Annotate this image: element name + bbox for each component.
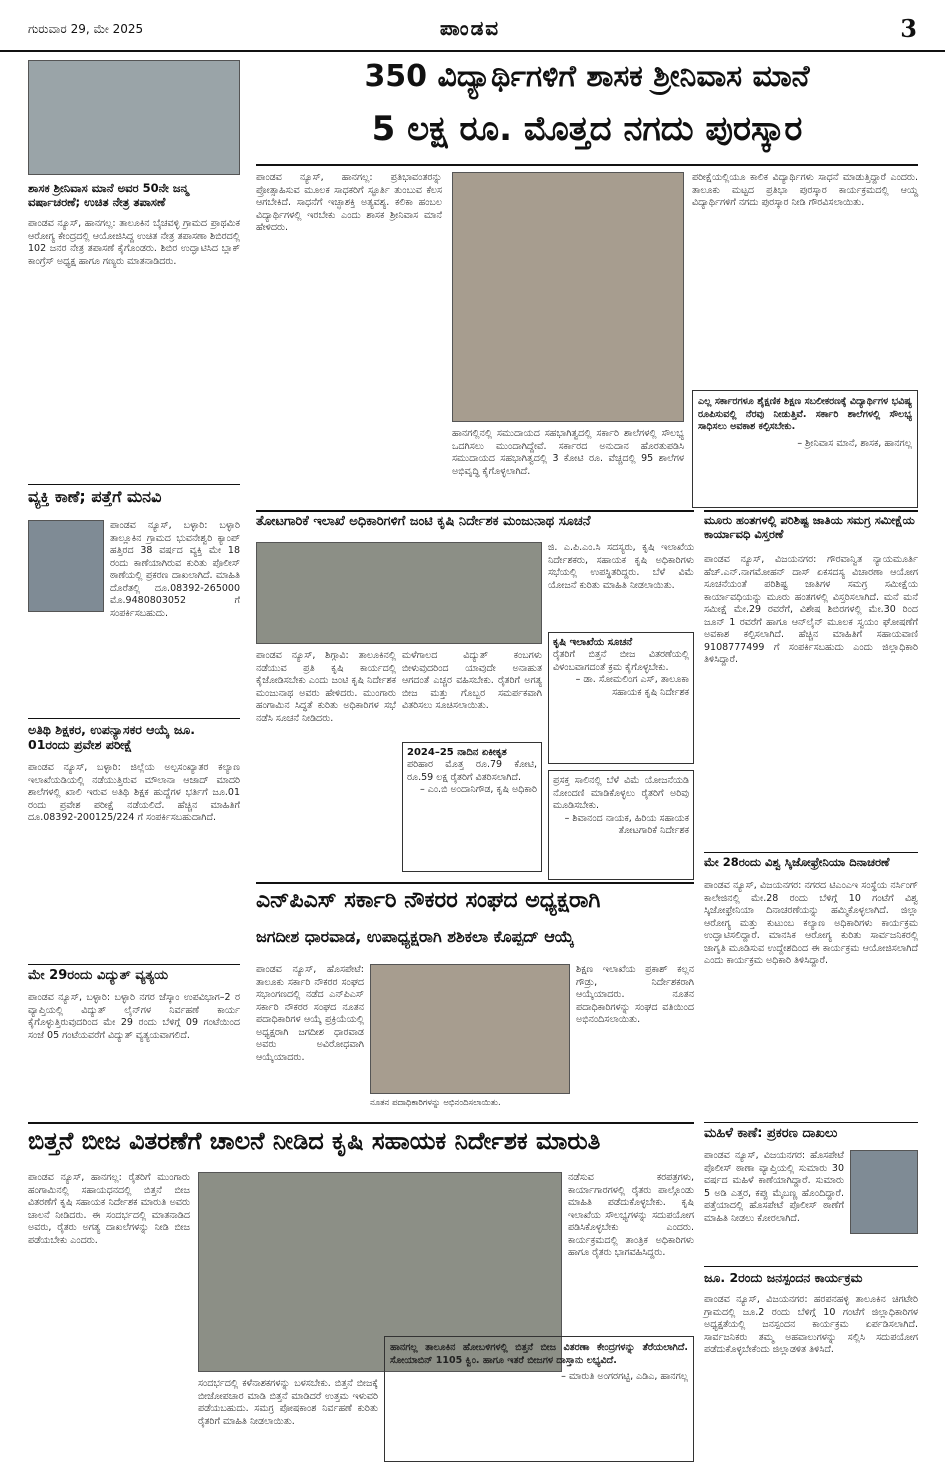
horti-inset-1-title: ಕೃಷಿ ಇಲಾಖೆಯ ಸೂಚನೆ xyxy=(553,637,633,648)
nps-body-1: ಪಾಂಡವ ನ್ಯೂಸ್, ಹೊಸಪೇಟೆ: ತಾಲೂಕು ಸರ್ಕಾರಿ ನೌಕರರ ಸಂಘದ ಸಭಾಂಗಣದಲ್ಲಿ ನಡೆದ ಎನ್‌ಪಿಎಸ್ ಸರ್ಕಾರಿ ನೌಕರರ ಸಂಘದ ನೂತನ ಪದಾಧಿಕಾರಿಗಳ ಆಯ್ಕೆ ಪ್ರಕ್ರಿಯೆಯಲ್ಲಿ ಅಧ್ಯಕ್ಷರಾಗಿ ಜಗದೀಶ ಧಾರವಾಡ ಅವರು ಅವಿರೋಧವಾಗಿ ಆಯ್ಕೆಯಾದರು. xyxy=(256,964,364,1063)
divider xyxy=(256,510,694,512)
main-col-2: ಹಾನಗಲ್ಲಿನಲ್ಲಿ ಸಮುದಾಯದ ಸಹಭಾಗಿತ್ವದಲ್ಲಿ ಸರ್ಕಾರಿ ಶಾಲೆಗಳಲ್ಲಿ ಸೌಲಭ್ಯ ಒದಗಿಸಲು ಮುಂದಾಗಿದ್ದೇವೆ. ಸರ್ಕಾರದ ಅನುದಾನ ಹೊರತುಪಡಿಸಿ ಸಮುದಾಯದ ಸಹಭಾಗಿತ್ವದಲ್ಲಿ 3 ಕೋಟಿ ರೂ. ವೆಚ್ಚದಲ್ಲಿ 95 ಶಾಲೆಗಳ ಅಭಿವೃದ್ಧಿ ಕೈಗೊಳ್ಳಲಾಗಿದೆ. xyxy=(452,428,684,477)
survey-headline: ಮೂರು ಹಂತಗಳಲ್ಲಿ ಪರಿಶಿಷ್ಟ ಜಾತಿಯ ಸಮಗ್ರ ಸಮೀಕ್ಷೆಯ ಕಾರ್ಯಾವಧಿ ವಿಸ್ತರಣೆ xyxy=(704,513,915,541)
horti-inset-3-body: ಪ್ರಸಕ್ತ ಸಾಲಿನಲ್ಲಿ ಬೆಳೆ ವಿಮೆ ಯೋಜನೆಯಡಿ ನೋಂದಣಿ ಮಾಡಿಕೊಳ್ಳಲು ರೈತರಿಗೆ ಅರಿವು ಮೂಡಿಸಬೇಕು. xyxy=(553,775,689,812)
exam-headline: ಅತಿಥಿ ಶಿಕ್ಷಕರ, ಉಪನ್ಯಾಸಕರ ಆಯ್ಕೆ ಜೂ. 01ರಂದು ಪ್ರವೇಶ ಪರೀಕ್ಷೆ xyxy=(28,722,195,752)
seed-body-3: ನಡೆಸುವ ಕರಪತ್ರಗಳು, ಕಾರ್ಯಾಗಾರಗಳಲ್ಲಿ ರೈತರು ಪಾಲ್ಗೊಂಡು ಮಾಹಿತಿ ಪಡೆದುಕೊಳ್ಳಬೇಕು. ಕೃಷಿ ಇಲಾಖೆಯ ಸೌಲಭ್ಯಗಳನ್ನು ಸದುಪಯೋಗ ಪಡಿಸಿಕೊಳ್ಳಬೇಕು ಎಂದರು. ಕಾರ್ಯಕ್ರಮದಲ್ಲಿ ತಾಂತ್ರಿಕ ಅಧಿಕಾರಿಗಳು ಹಾಗೂ ರೈತರು ಭಾಗವಹಿಸಿದ್ದರು. xyxy=(568,1172,694,1259)
seed-inset-body: ಹಾನಗಲ್ಲ ತಾಲೂಕಿನ ಹೋಬಳಿಗಳಲ್ಲಿ ಬಿತ್ತನೆ ಬೀಜ ವಿತರಣಾ ಕೇಂದ್ರಗಳನ್ನು ತೆರೆಯಲಾಗಿದೆ. ಸೋಯಾಬಿನ್ 1105 ಕ್ವಿಂ. ಹಾಗೂ ಇತರೆ ಬೀಜಗಳ ದಾಸ್ತಾನು ಲಭ್ಯವಿದೆ. xyxy=(390,1342,688,1366)
nps-subhead: ಜಗದೀಶ ಧಾರವಾಡ, ಉಪಾಧ್ಯಕ್ಷರಾಗಿ ಶಶಿಕಲಾ ಕೊಪ್ಪದ್ ಆಯ್ಕೆ xyxy=(256,927,575,946)
main-col-3: ಪರೀಕ್ಷೆಯಲ್ಲಿಯೂ ಕಾಲಿಕ ವಿದ್ಯಾರ್ಥಿಗಳು ಸಾಧನೆ ಮಾಡುತ್ತಿದ್ದಾರೆ ಎಂದರು. ತಾಲೂಕು ಮಟ್ಟದ ಪ್ರತಿಭಾ ಪುರಸ್ಕಾರ ಕಾರ್ಯಕ್ರಮದಲ್ಲಿ ಆಯ್ದ ವಿದ್ಯಾರ್ಥಿಗಳಿಗೆ ನಗದು ಪುರಸ್ಕಾರ ನೀಡಿ ಗೌರವಿಸಲಾಯಿತು. xyxy=(692,172,918,209)
divider xyxy=(704,1122,918,1123)
missing-woman-photo xyxy=(850,1150,918,1234)
horti-inset-3-byline: – ಶಿವಾನಂದ ನಾಯಕ, ಹಿರಿಯ ಸಹಾಯಕ ತೋಟಗಾರಿಕೆ ನಿರ್ದೇಶಕ xyxy=(564,812,689,837)
main-headline-1: 350 ವಿದ್ಯಾರ್ಥಿಗಳಿಗೆ ಶಾಸಕ ಶ್ರೀನಿವಾಸ ಮಾನೆ xyxy=(364,59,810,94)
seed-body-1: ಪಾಂಡವ ನ್ಯೂಸ್, ಹಾನಗಲ್ಲ: ರೈತರಿಗೆ ಮುಂಗಾರು ಹಂಗಾಮಿನಲ್ಲಿ ಸಹಾಯಧನದಲ್ಲಿ ಬಿತ್ತನೆ ಬೀಜ ವಿತರಣೆಗೆ ಕೃಷಿ ಸಹಾಯಕ ನಿರ್ದೇಶಕ ಮಾರುತಿ ಅವರು ಚಾಲನೆ ನೀಡಿದರು. ಈ ಸಂದರ್ಭದಲ್ಲಿ ಮಾತನಾಡಿದ ಅವರು, ರೈತರು ಅಗತ್ಯ ದಾಖಲೆಗಳನ್ನು ನೀಡಿ ಬೀಜ ಪಡೆಯಬೇಕು ಎಂದರು. xyxy=(28,1172,190,1246)
horti-inset-1-byline: – ಡಾ. ಸೋಮಲಿಂಗ ಎಸ್, ತಾಲೂಕಾ ಸಹಾಯಕ ಕೃಷಿ ನಿರ್ದೇಶಕ xyxy=(575,674,689,698)
missing-woman-body: ಪಾಂಡವ ನ್ಯೂಸ್, ವಿಜಯನಗರ: ಹೊಸಪೇಟೆ ಪೊಲೀಸ್ ಠಾಣಾ ವ್ಯಾಪ್ತಿಯಲ್ಲಿ ಸುಮಾರು 30 ವರ್ಷದ ಮಹಿಳೆ ಕಾಣೆಯಾಗಿದ್ದಾರೆ. ಸುಮಾರು 5 ಅಡಿ ಎತ್ತರ, ಕಪ್ಪು ಮೈಬಣ್ಣ ಹೊಂದಿದ್ದಾರೆ. ಪತ್ತೆಯಾದಲ್ಲಿ ಹೊಸಪೇಟೆ ಪೊಲೀಸ್ ಠಾಣೆಗೆ ಮಾಹಿತಿ ನೀಡಲು ಕೋರಲಾಗಿದೆ. xyxy=(704,1150,844,1224)
main-headline-2: 5 ಲಕ್ಷ ರೂ. ಮೊತ್ತದ ನಗದು ಪುರಸ್ಕಾರ xyxy=(371,109,803,149)
eye-headline: ಶಾಸಕ ಶ್ರೀನಿವಾಸ ಮಾನೆ ಅವರ 50ನೇ ಜನ್ಮ ವರ್ಷಾಚರಣೆ; ಉಚಿತ ನೇತ್ರ ತಪಾಸಣೆ xyxy=(28,181,189,209)
horti-inset-2-body: ಪರಿಹಾರ ಮೊತ್ತ ರೂ.79 ಕೋಟಿ, ರೂ.59 ಲಕ್ಷ ರೈತರಿಗೆ ವಿತರಿಸಲಾಗಿದೆ. xyxy=(407,759,537,783)
divider xyxy=(28,718,240,719)
divider xyxy=(704,510,918,512)
divider xyxy=(256,164,918,166)
horti-meeting-photo xyxy=(256,542,542,644)
missing-headline: ವ್ಯಕ್ತಿ ಕಾಣೆ; ಪತ್ತೆಗೆ ಮನವಿ xyxy=(28,487,162,506)
missing-person-photo xyxy=(28,520,104,612)
horti-inset-1-body: ರೈತರಿಗೆ ಬಿತ್ತನೆ ಬೀಜ ವಿತರಣೆಯಲ್ಲಿ ವಿಳಂಬವಾಗದಂತೆ ಕ್ರಮ ಕೈಗೊಳ್ಳಬೇಕು. xyxy=(553,649,689,673)
missing-body-top: ಪಾಂಡವ ನ್ಯೂಸ್, ಬಳ್ಳಾರಿ: ಬಳ್ಳಾರಿ ತಾಲ್ಲೂಕಿನ ಗ್ರಾಮದ ಭುವನೇಶ್ವರಿ ಕ್ಯಾಂಪ್ ಹತ್ತಿರದ 38 ವರ್ಷದ ವ್ಯಕ್ತಿ ಮೇ 18 ರಂದು ಕಾಣೆಯಾಗಿರುವ ಕುರಿತು ಪೊಲೀಸ್ ಠಾಣೆಯಲ್ಲಿ ಪ್ರಕರಣ ದಾಖಲಾಗಿದೆ. ಮಾಹಿತಿ ದೊರೆತಲ್ಲಿ ದೂ.08392-265000 ಮೊ.9480803052 ಗೆ ಸಂಪರ್ಕಿಸಬಹುದು. xyxy=(110,520,240,619)
seed-inset xyxy=(384,1336,694,1462)
horti-inset-1 xyxy=(548,632,694,764)
power-body: ಪಾಂಡವ ನ್ಯೂಸ್, ಬಳ್ಳಾರಿ: ಬಳ್ಳಾರಿ ನಗರ ಜೆಸ್ಕಾಂ ಉಪವಿಭಾಗ–2 ರ ವ್ಯಾಪ್ತಿಯಲ್ಲಿ ವಿದ್ಯುತ್ ಲೈನ್‌ಗಳ ನಿರ್ವಹಣೆ ಕಾರ್ಯ ಕೈಗೊಳ್ಳುತ್ತಿರುವುದರಿಂದ ಮೇ 29 ರಂದು ಬೆಳಿಗ್ಗೆ 09 ಗಂಟೆಯಿಂದ ಸಂಜೆ 05 ಗಂಟೆಯವರೆಗೆ ವಿದ್ಯುತ್ ವ್ಯತ್ಯಯವಾಗಲಿದೆ. xyxy=(28,992,240,1041)
missing-woman-headline: ಮಹಿಳೆ ಕಾಣೆ: ಪ್ರಕರಣ ದಾಖಲು xyxy=(704,1126,838,1141)
page-header xyxy=(0,0,945,52)
exam-body: ಪಾಂಡವ ನ್ಯೂಸ್, ಬಳ್ಳಾರಿ: ಜಿಲ್ಲೆಯ ಅಲ್ಪಸಂಖ್ಯಾತರ ಕಲ್ಯಾಣ ಇಲಾಖೆಯಡಿಯಲ್ಲಿ ನಡೆಯುತ್ತಿರುವ ಮೌಲಾನಾ ಆಜಾದ್ ಮಾದರಿ ಶಾಲೆಗಳಲ್ಲಿ ಖಾಲಿ ಇರುವ ಅತಿಥಿ ಶಿಕ್ಷಕ ಹುದ್ದೆಗಳ ಭರ್ತಿಗೆ ಜೂ.01 ರಂದು ಪ್ರವೇಶ ಪರೀಕ್ಷೆ ನಡೆಯಲಿದೆ. ಹೆಚ್ಚಿನ ಮಾಹಿತಿಗೆ ದೂ.08392-200125/224 ಗೆ ಸಂಪರ್ಕಿಸಬಹುದಾಗಿದೆ. xyxy=(28,762,240,824)
horti-body-1: ಪಾಂಡವ ನ್ಯೂಸ್, ಶಿಗ್ಗಾವಿ: ತಾಲೂಕಿನಲ್ಲಿ ನಡೆಯುವ ಪ್ರತಿ ಕೃಷಿ ಕಾರ್ಯದಲ್ಲಿ ಕೈಜೋಡಿಸಬೇಕು ಎಂದು ಜಂಟಿ ಕೃಷಿ ನಿರ್ದೇಶಕ ಮಂಜುನಾಥ ಅವರು ಹೇಳಿದರು. ಮುಂಗಾರು ಹಂಗಾಮಿನ ಸಿದ್ಧತೆ ಕುರಿತು ಅಧಿಕಾರಿಗಳ ಸಭೆ ನಡೆಸಿ ಸೂಚನೆ ನೀಡಿದರು. xyxy=(256,650,396,724)
horti-headline: ತೋಟಗಾರಿಕೆ ಇಲಾಖೆ ಅಧಿಕಾರಿಗಳಿಗೆ ಜಂಟಿ ಕೃಷಿ ನಿರ್ದೇಶಕ ಮಂಜುನಾಥ ಸೂಚನೆ xyxy=(256,514,591,529)
issue-date: ಗುರುವಾರ 29, ಮೇ 2025 xyxy=(28,22,144,36)
page-number: 3 xyxy=(900,14,917,43)
divider xyxy=(28,1122,694,1124)
eye-camp-photo xyxy=(28,60,240,175)
schizo-headline: ಮೇ 28ರಂದು ವಿಶ್ವ ಸ್ಕಿಜೋಫ್ರೇನಿಯಾ ದಿನಾಚರಣೆ xyxy=(704,855,890,869)
main-col-1: ಪಾಂಡವ ನ್ಯೂಸ್, ಹಾನಗಲ್ಲ: ಪ್ರತಿಭಾವಂತರನ್ನು ಪ್ರೋತ್ಸಾಹಿಸುವ ಮೂಲಕ ಸಾಧಕರಿಗೆ ಸ್ಫೂರ್ತಿ ತುಂಬುವ ಕೆಲಸ ಆಗಬೇಕಿದೆ. ಸಾಧನೆಗೆ ಇಚ್ಛಾಶಕ್ತಿ ಅತ್ಯವಶ್ಯ. ಕಲಿಕಾ ಹಂಬಲ ವಿದ್ಯಾರ್ಥಿಗಳಲ್ಲಿ ಇರಬೇಕು ಎಂದು ಶಾಸಕ ಶ್ರೀನಿವಾಸ ಮಾನೆ ಹೇಳಿದರು. xyxy=(256,172,442,234)
horti-inset-2 xyxy=(402,742,542,872)
seed-body-2: ಸಂದರ್ಭದಲ್ಲಿ ಕಳೆನಾಶಕಗಳನ್ನು ಬಳಸಬೇಕು. ಬಿತ್ತನೆ ಬೀಜಕ್ಕೆ ಬೀಜೋಪಚಾರ ಮಾಡಿ ಬಿತ್ತನೆ ಮಾಡಿದರೆ ಉತ್ತಮ ಇಳುವರಿ ಪಡೆಯಬಹುದು. ಸಮಗ್ರ ಪೋಷಕಾಂಶ ನಿರ್ವಹಣೆ ಕುರಿತು ರೈತರಿಗೆ ಮಾಹಿತಿ ನೀಡಲಾಯಿತು. xyxy=(198,1378,378,1427)
divider xyxy=(28,964,240,965)
horti-body-3: ಜಿ. ಎ.ಪಿ.ಎಂ.ಸಿ ಸದಸ್ಯರು, ಕೃಷಿ ಇಲಾಖೆಯ ನಿರ್ದೇಶಕರು, ಸಹಾಯಕ ಕೃಷಿ ಅಧಿಕಾರಿಗಳು ಸಭೆಯಲ್ಲಿ ಉಪಸ್ಥಿತರಿದ್ದರು. ಬೆಳೆ ವಿಮೆ ಯೋಜನೆ ಕುರಿತು ಮಾಹಿತಿ ನೀಡಲಾಯಿತು. xyxy=(548,542,694,591)
seed-inset-byline: – ಮಾರುತಿ ಅಂಗರಗಟ್ಟಿ, ಎಡಿಎ, ಹಾನಗಲ್ಲ xyxy=(561,1371,688,1383)
quote-box xyxy=(692,390,918,508)
nps-headline: ಎನ್‌ಪಿಎಸ್ ಸರ್ಕಾರಿ ನೌಕರರ ಸಂಘದ ಅಧ್ಯಕ್ಷರಾಗಿ xyxy=(256,888,601,913)
eye-body: ಪಾಂಡವ ನ್ಯೂಸ್, ಹಾನಗಲ್ಲ: ತಾಲೂಕಿನ ಬೈಚವಳ್ಳಿ ಗ್ರಾಮದ ಪ್ರಾಥಮಿಕ ಆರೋಗ್ಯ ಕೇಂದ್ರದಲ್ಲಿ ಆಯೋಜಿಸಿದ್ದ ಉಚಿತ ನೇತ್ರ ತಪಾಸಣಾ ಶಿಬಿರದಲ್ಲಿ 102 ಜನರ ನೇತ್ರ ತಪಾಸಣೆ ಕೈಗೊಂಡರು. ಶಿಬಿರ ಉದ್ಘಾಟಿಸಿದ ಬ್ಲಾಕ್ ಕಾಂಗ್ರೆಸ್ ಅಧ್ಯಕ್ಷ ಹಾಗೂ ಗಣ್ಯರು ಮಾತನಾಡಿದರು. xyxy=(28,218,240,267)
janaspandana-headline: ಜೂ. 2ರಂದು ಜನಸ್ಪಂದನ ಕಾರ್ಯಕ್ರಮ xyxy=(704,1270,863,1285)
horti-inset-3 xyxy=(548,770,694,880)
horti-body-2: ಮಳೆಗಾಲದ ವಿದ್ಯುತ್ ಕಂಬಗಳು ಬೀಳುವುದರಿಂದ ಯಾವುದೇ ಅನಾಹುತ ಆಗದಂತೆ ಎಚ್ಚರ ವಹಿಸಬೇಕು. ರೈತರಿಗೆ ಅಗತ್ಯ ಬೀಜ ಮತ್ತು ಗೊಬ್ಬರ ಸಮರ್ಪಕವಾಗಿ ವಿತರಿಸಲು ಸೂಚಿಸಲಾಯಿತು. xyxy=(402,650,542,712)
divider xyxy=(256,882,694,884)
divider xyxy=(28,484,240,485)
power-headline: ಮೇ 29ರಂದು ವಿದ್ಯುತ್ ವ್ಯತ್ಯಯ xyxy=(28,968,169,983)
seed-headline: ಬಿತ್ತನೆ ಬೀಜ ವಿತರಣೆಗೆ ಚಾಲನೆ ನೀಡಿದ ಕೃಷಿ ಸಹಾಯಕ ನಿರ್ದೇಶಕ ಮಾರುತಿ xyxy=(28,1127,601,1155)
nps-photo-caption: ನೂತನ ಪದಾಧಿಕಾರಿಗಳನ್ನು ಅಭಿನಂದಿಸಲಾಯಿತು. xyxy=(370,1098,501,1108)
masthead: ಪಾಂಡವ xyxy=(439,16,501,40)
nps-body-2: ಶಿಕ್ಷಣ ಇಲಾಖೆಯ ಪ್ರಕಾಶ್ ಕಲ್ಲನ ಗೌಡ್ರು, ನಿರ್ದೇಶಕರಾಗಿ ಆಯ್ಕೆಯಾದರು. ನೂತನ ಪದಾಧಿಕಾರಿಗಳನ್ನು ಸಂಘದ ವತಿಯಿಂದ ಅಭಿನಂದಿಸಲಾಯಿತು. xyxy=(576,964,694,1026)
divider xyxy=(704,852,918,853)
divider xyxy=(704,1266,918,1267)
survey-body: ಪಾಂಡವ ನ್ಯೂಸ್, ವಿಜಯನಗರ: ಗೌರವಾನ್ವಿತ ನ್ಯಾಯಮೂರ್ತಿ ಹೆಚ್.ಎನ್.ನಾಗಮೋಹನ್ ದಾಸ್ ಏಕಸದಸ್ಯ ವಿಚಾರಣಾ ಆಯೋಗ ಸೂಚನೆಯಂತೆ ಪರಿಶಿಷ್ಟ ಜಾತಿಗಳ ಸಮಗ್ರ ಸಮೀಕ್ಷೆಯ ಕಾರ್ಯಾವಧಿಯನ್ನು ಮೂರು ಹಂತಗಳಲ್ಲಿ ವಿಸ್ತರಿಸಲಾಗಿದೆ. ಮನೆ ಮನೆ ಸಮೀಕ್ಷೆ ಮೇ.29 ರವರೆಗೆ, ವಿಶೇಷ ಶಿಬಿರಗಳಲ್ಲಿ ಮೇ.30 ರಿಂದ ಜೂನ್ 1 ರವರೆಗೆ ಹಾಗೂ ಆನ್‌ಲೈನ್ ಮೂಲಕ ಸ್ವಯಂ ಘೋಷಣೆಗೆ ಅವಕಾಶ ಕಲ್ಪಿಸಲಾಗಿದೆ. ಹೆಚ್ಚಿನ ಮಾಹಿತಿಗೆ ಸಹಾಯವಾಣಿ 9108777499 ಗೆ ಸಂಪರ್ಕಿಸಬಹುದು ಎಂದು ಜಿಲ್ಲಾಧಿಕಾರಿ ತಿಳಿಸಿದ್ದಾರೆ. xyxy=(704,554,918,666)
quote-text: ಎಲ್ಲ ಸರ್ಕಾರಗಳೂ ಶೈಕ್ಷಣಿಕ ಶಿಕ್ಷಣ ಸಬಲೀಕರಣಕ್ಕೆ ವಿದ್ಯಾರ್ಥಿಗಳ ಭವಿಷ್ಯ ರೂಪಿಸುವಲ್ಲಿ ನೆರವು ನೀಡುತ್ತಿವೆ. ಸರ್ಕಾರಿ ಶಾಲೆಗಳಲ್ಲಿ ಸೌಲಭ್ಯ ಸಾಧಿಸಲು ಅವಕಾಶ ಕಲ್ಪಿಸಬೇಕು. xyxy=(698,396,912,433)
schizo-body: ಪಾಂಡವ ನ್ಯೂಸ್, ವಿಜಯನಗರ: ನಗರದ ಟಿಎಂಎಇ ಸಂಸ್ಥೆಯ ನರ್ಸಿಂಗ್ ಕಾಲೇಜಿನಲ್ಲಿ ಮೇ.28 ರಂದು ಬೆಳಿಗ್ಗೆ 10 ಗಂಟೆಗೆ ವಿಶ್ವ ಸ್ಕಿಜೋಫ್ರೇನಿಯಾ ದಿನಾಚರಣೆಯನ್ನು ಹಮ್ಮಿಕೊಳ್ಳಲಾಗಿದೆ. ಜಿಲ್ಲಾ ಆರೋಗ್ಯ ಮತ್ತು ಕುಟುಂಬ ಕಲ್ಯಾಣ ಅಧಿಕಾರಿಗಳು ಕಾರ್ಯಕ್ರಮ ಉದ್ಘಾಟಿಸಲಿದ್ದಾರೆ. ಮಾನಸಿಕ ಆರೋಗ್ಯ ಕುರಿತು ಸಾರ್ವಜನಿಕರಲ್ಲಿ ಜಾಗೃತಿ ಮೂಡಿಸುವ ಉದ್ದೇಶದಿಂದ ಈ ಕಾರ್ಯಕ್ರಮ ಆಯೋಜಿಸಲಾಗಿದೆ ಎಂದು ಕಾರ್ಯಕ್ರಮ ಅಧಿಕಾರಿ ತಿಳಿಸಿದ್ದಾರೆ. xyxy=(704,880,918,967)
horti-inset-2-title: 2024–25 ನಾದಿನ ಏಕೀಕೃತ xyxy=(407,747,507,758)
students-photo xyxy=(452,172,684,422)
nps-group-photo xyxy=(370,964,570,1094)
horti-inset-2-byline: – ಎಂ.ಬಿ ಅಂದಾನಿಗೌಡ, ಕೃಷಿ ಅಧಿಕಾರಿ xyxy=(419,784,537,796)
janaspandana-body: ಪಾಂಡವ ನ್ಯೂಸ್, ವಿಜಯನಗರ: ಹರಪನಹಳ್ಳಿ ತಾಲೂಕಿನ ಚಿಗಟೇರಿ ಗ್ರಾಮದಲ್ಲಿ ಜೂ.2 ರಂದು ಬೆಳಿಗ್ಗೆ 10 ಗಂಟೆಗೆ ಜಿಲ್ಲಾಧಿಕಾರಿಗಳ ಅಧ್ಯಕ್ಷತೆಯಲ್ಲಿ ಜನಸ್ಪಂದನ ಕಾರ್ಯಕ್ರಮ ಏರ್ಪಡಿಸಲಾಗಿದೆ. ಸಾರ್ವಜನಿಕರು ತಮ್ಮ ಅಹವಾಲುಗಳನ್ನು ಸಲ್ಲಿಸಿ ಸದುಪಯೋಗ ಪಡೆದುಕೊಳ್ಳಬೇಕೆಂದು ಜಿಲ್ಲಾಡಳಿತ ತಿಳಿಸಿದೆ. xyxy=(704,1294,918,1356)
quote-byline: – ಶ್ರೀನಿವಾಸ ಮಾನೆ, ಶಾಸಕ, ಹಾನಗಲ್ಲ xyxy=(797,437,912,449)
